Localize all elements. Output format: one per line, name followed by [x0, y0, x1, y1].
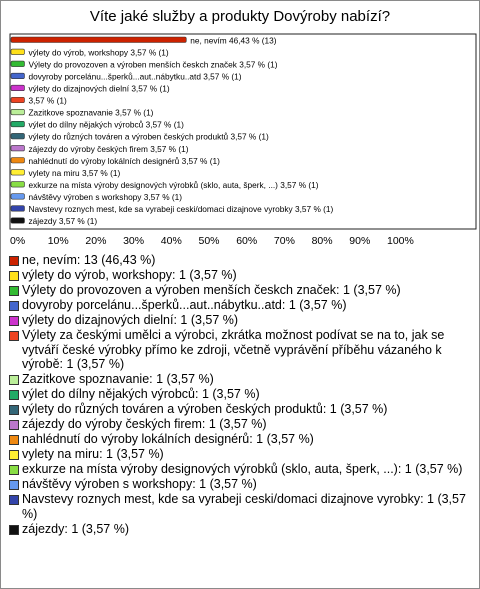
chart-legend — [8, 253, 470, 537]
legend-item — [8, 313, 470, 328]
legend-item — [8, 387, 470, 402]
legend-item — [8, 492, 470, 521]
legend-label: dovyroby porcelánu...šperků...aut..nábytku..atd: 1 (3,57 %) — [22, 298, 347, 312]
legend-item — [8, 298, 470, 313]
bar-label-15: zájezdy 3,57 % (1) — [28, 216, 98, 227]
bar-3 — [11, 73, 24, 79]
bar-9 — [11, 145, 24, 151]
bar-label-5: 3,57 % (1) — [28, 95, 67, 106]
legend-item — [8, 432, 470, 447]
bar-label-14: Navstevy roznych mest, kde sa vyrabeji ceski/domaci dizajnove vyrobky 3,57 % (1) — [28, 204, 334, 214]
bar-0 — [11, 37, 186, 43]
x-tick-label-5: 50% — [198, 235, 220, 247]
legend-label: vylety na miru: 1 (3,57 %) — [22, 447, 164, 461]
legend-swatch — [9, 286, 19, 296]
legend-item — [8, 268, 470, 283]
chart-title: Víte jaké služby a produkty Dovýroby nabízí? — [89, 8, 391, 25]
bar-label-4: výlety do dizajnových dielní 3,57 % (1) — [28, 83, 170, 94]
bar-5 — [11, 97, 24, 103]
legend-label: návštěvy výroben s workshopy: 1 (3,57 %) — [22, 477, 257, 491]
x-tick-label-7: 70% — [273, 235, 295, 247]
bar-label-1: výlety do výrob, workshopy 3,57 % (1) — [28, 47, 169, 58]
legend-label: výlety do výrob, workshopy: 1 (3,57 %) — [22, 268, 237, 282]
legend-swatch — [9, 480, 19, 490]
legend-swatch — [9, 525, 19, 535]
legend-label: Výlety do provozoven a výroben menších českch značek: 1 (3,57 %) — [22, 283, 401, 297]
bar-1 — [11, 49, 24, 55]
legend-label: zájezdy do výroby českých firem: 1 (3,57 %) — [22, 417, 267, 431]
legend-swatch — [9, 420, 19, 430]
legend-item — [8, 522, 470, 537]
bar-13 — [11, 194, 24, 200]
bar-12 — [11, 182, 24, 188]
bar-label-13: návštěvy výroben s workshopy 3,57 % (1) — [28, 191, 183, 202]
legend-swatch — [9, 331, 19, 341]
legend-swatch — [9, 316, 19, 326]
x-tick-label-6: 60% — [236, 235, 258, 247]
bar-7 — [11, 121, 24, 127]
legend-item — [8, 447, 470, 462]
legend-label: ne, nevím: 13 (46,43 %) — [22, 253, 156, 267]
legend-item — [8, 253, 470, 268]
legend-item — [8, 462, 470, 477]
legend-label: výlety do dizajnových dielní: 1 (3,57 %) — [22, 313, 239, 327]
x-tick-label-8: 80% — [311, 235, 333, 247]
bar-10 — [11, 158, 24, 164]
legend-swatch — [9, 375, 19, 385]
bar-15 — [11, 218, 24, 224]
legend-item — [8, 402, 470, 417]
legend-label: Výlety za českými umělci a výrobci, zkrátka možnost podívat se na to, jak se vytváří české výrobky přímo ke zdroji, včetně vyprávění příběhu vázaného k výrobě: 1 (3,57 %) — [22, 328, 445, 371]
legend-label: výlet do dílny nějakých výrobců: 1 (3,57 %) — [22, 387, 260, 401]
x-tick-label-2: 20% — [85, 235, 107, 247]
legend-item — [8, 328, 470, 372]
legend-item — [8, 417, 470, 432]
bar-8 — [11, 133, 24, 139]
legend-swatch — [9, 405, 19, 415]
x-tick-label-0: 0% — [10, 235, 26, 247]
legend-item — [8, 283, 470, 298]
legend-swatch — [9, 271, 19, 281]
legend-item — [8, 372, 470, 387]
legend-label: Navstevy roznych mest, kde sa vyrabeji ceski/domaci dizajnove vyrobky: 1 (3,57 %) — [22, 492, 466, 521]
bar-label-0: ne, nevím 46,43 % (13) — [190, 35, 277, 46]
x-tick-label-10: 100% — [387, 235, 414, 247]
x-tick-label-1: 10% — [47, 235, 69, 247]
legend-label: exkurze na místa výroby designových výrobků (sklo, auta, šperk, ...): 1 (3,57 %) — [22, 462, 463, 476]
x-tick-label-3: 30% — [123, 235, 145, 247]
bar-label-9: zájezdy do výroby českých firem 3,57 % (1) — [28, 143, 189, 154]
bar-chart — [0, 0, 480, 250]
bar-label-8: výlety do různých továren a výroben českých produktů 3,57 % (1) — [28, 131, 269, 142]
bar-14 — [11, 206, 24, 212]
bar-label-11: vylety na miru 3,57 % (1) — [28, 167, 121, 178]
bar-4 — [11, 85, 24, 91]
legend-label: nahlédnutí do výroby lokálních designérů: 1 (3,57 %) — [22, 432, 314, 446]
bar-label-2: Výlety do provozoven a výroben menších českch značek 3,57 % (1) — [28, 59, 278, 70]
legend-swatch — [9, 301, 19, 311]
legend-swatch — [9, 256, 19, 266]
legend-label: Zazitkove spoznavanie: 1 (3,57 %) — [22, 372, 214, 386]
bar-label-7: výlet do dílny nějakých výrobců 3,57 % (1) — [28, 119, 184, 130]
bar-label-3: dovyroby porcelánu...šperků...aut..nábytku..atd 3,57 % (1) — [28, 71, 242, 82]
legend-swatch — [9, 435, 19, 445]
bar-label-10: nahlédnutí do výroby lokálních designérů 3,57 % (1) — [28, 155, 220, 166]
bar-2 — [11, 61, 24, 67]
legend-item — [8, 477, 470, 492]
bar-label-6: Zazitkove spoznavanie 3,57 % (1) — [28, 107, 154, 118]
legend-label: zájezdy: 1 (3,57 %) — [22, 521, 129, 536]
bar-label-12: exkurze na místa výroby designových výrobků (sklo, auta, šperk, ...) 3,57 % (1) — [28, 179, 319, 190]
x-tick-label-9: 90% — [349, 235, 371, 247]
x-tick-label-4: 40% — [160, 235, 182, 247]
legend-swatch — [9, 495, 19, 505]
bar-6 — [11, 109, 24, 115]
legend-label: výlety do různých továren a výroben českých produktů: 1 (3,57 %) — [22, 402, 388, 416]
bar-11 — [11, 170, 24, 176]
legend-swatch — [9, 390, 19, 400]
legend-swatch — [9, 465, 19, 475]
legend-swatch — [9, 450, 19, 460]
